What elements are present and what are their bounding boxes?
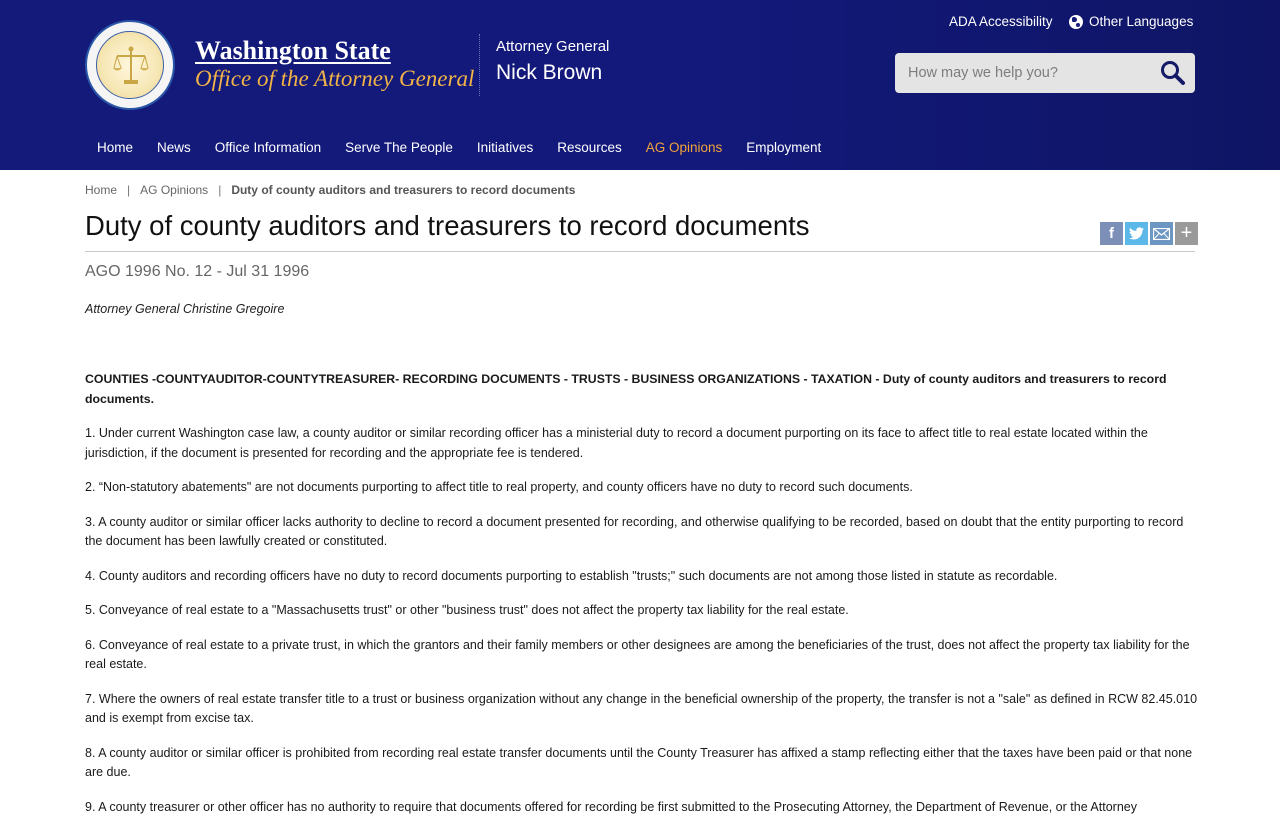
opinion-headnote: COUNTIES -COUNTYAUDITOR-COUNTYTREASURER- RECORDING DOCUMENTS - TRUSTS - BUSINESS ORGANIZATIONS - TAXATION - Duty of county auditors and treasurers to record documents. — [85, 372, 1167, 406]
breadcrumb-separator: | — [218, 183, 222, 197]
page-title: Duty of county auditors and treasurers to record documents — [85, 210, 810, 241]
opinion-paragraph: 4. County auditors and recording officers have no duty to record documents purporting to establish "trusts;" such documents are not among those listed in statute as recordable. — [85, 568, 1058, 583]
opinion-paragraph: 2. “Non-statutory abatements" are not documents purporting to affect title to real property, and county officers have no duty to record such documents. — [85, 480, 913, 494]
breadcrumb-home[interactable]: Home — [85, 183, 118, 197]
ag-label: Attorney General — [496, 38, 610, 55]
search-box — [895, 53, 1195, 93]
search-icon[interactable] — [1159, 60, 1187, 86]
scales-of-justice-icon — [113, 46, 149, 86]
opinion-paragraph: 9. A county treasurer or other officer has no authority to require that documents offered for recording be first submitted to the Prosecuting Attorney, the Department of Revenue, or the Attorney — [85, 799, 1137, 814]
opinion-paragraph: 7. Where the owners of real estate transfer title to a trust or business organization without any change in the beneficial ownership of the property, the transfer is not a "sale" as defined in RCW 82.45.010 and is exempt from excise tax. — [85, 691, 1198, 725]
share-buttons — [1100, 222, 1198, 245]
opinion-paragraph: 8. A county auditor or similar officer is prohibited from recording real estate transfer documents until the County Treasurer has affixed a stamp reflecting either that the taxes have been paid or that none are due. — [85, 745, 1193, 779]
facebook-icon: f — [1109, 225, 1114, 242]
globe-icon — [1069, 15, 1083, 29]
title-divider — [85, 251, 1195, 252]
opinion-number: AGO 1996 No. 12 - Jul 31 1996 — [85, 263, 310, 280]
nav-employment[interactable]: Employment — [746, 140, 822, 155]
email-share-button[interactable] — [1150, 222, 1173, 245]
breadcrumb-ag-opinions[interactable]: AG Opinions — [140, 183, 209, 197]
plus-icon: + — [1180, 222, 1193, 244]
opinion-author: Attorney General Christine Gregoire — [85, 302, 285, 316]
opinion-body — [85, 370, 1200, 832]
facebook-share-button[interactable] — [1100, 222, 1123, 245]
opinion-paragraph: 3. A county auditor or similar officer lacks authority to decline to record a document presented for recording, and otherwise qualifying to be recorded, based on doubt that the entity purporting to record the document has been lawfully created or constituted. — [85, 514, 1184, 548]
opinion-paragraph: 5. Conveyance of real estate to a "Massachusetts trust" or other "business trust" does not affect the property tax liability for the real estate. — [85, 603, 849, 617]
nav-serve-the-people[interactable]: Serve The People — [345, 140, 453, 155]
breadcrumb-separator: | — [127, 183, 131, 197]
more-share-button[interactable] — [1175, 222, 1198, 245]
ada-accessibility-link[interactable]: ADA Accessibility — [949, 14, 1053, 29]
main-nav — [85, 140, 833, 155]
nav-office-information[interactable]: Office Information — [214, 140, 322, 155]
other-languages-label: Other Languages — [1089, 14, 1194, 29]
nav-resources[interactable]: Resources — [557, 140, 622, 155]
search-input[interactable] — [895, 53, 1150, 93]
seal-emblem — [96, 31, 164, 99]
nav-initiatives[interactable]: Initiatives — [476, 140, 534, 155]
breadcrumb-current: Duty of county auditors and treasurers to record documents — [231, 183, 576, 197]
nav-ag-opinions[interactable]: AG Opinions — [645, 140, 723, 155]
envelope-icon — [1153, 228, 1170, 240]
nav-news[interactable]: News — [157, 140, 191, 155]
other-languages-link[interactable] — [1069, 14, 1193, 29]
nav-home[interactable]: Home — [97, 140, 134, 155]
ag-name: Nick Brown — [496, 61, 603, 84]
brand-subtitle: Office of the Attorney General — [195, 66, 475, 91]
breadcrumb — [85, 183, 575, 197]
brand-title-link[interactable]: Washington State — [195, 36, 391, 65]
site-header — [0, 0, 1280, 170]
opinion-paragraph: 1. Under current Washington case law, a county auditor or similar recording officer has a ministerial duty to record a document purporting on its face to affect title to real estate located within the jurisdiction, if the document is presented for recording and the appropriate fee is tendered. — [85, 426, 1148, 460]
ag-seal-logo[interactable] — [85, 20, 175, 110]
brand-divider — [479, 34, 480, 96]
opinion-paragraph: 6. Conveyance of real estate to a private trust, in which the grantors and their family members or other designees are among the beneficiaries of the trust, does not affect the property tax liability for the real estate. — [85, 637, 1190, 671]
twitter-icon — [1129, 227, 1144, 240]
twitter-share-button[interactable] — [1125, 222, 1148, 245]
